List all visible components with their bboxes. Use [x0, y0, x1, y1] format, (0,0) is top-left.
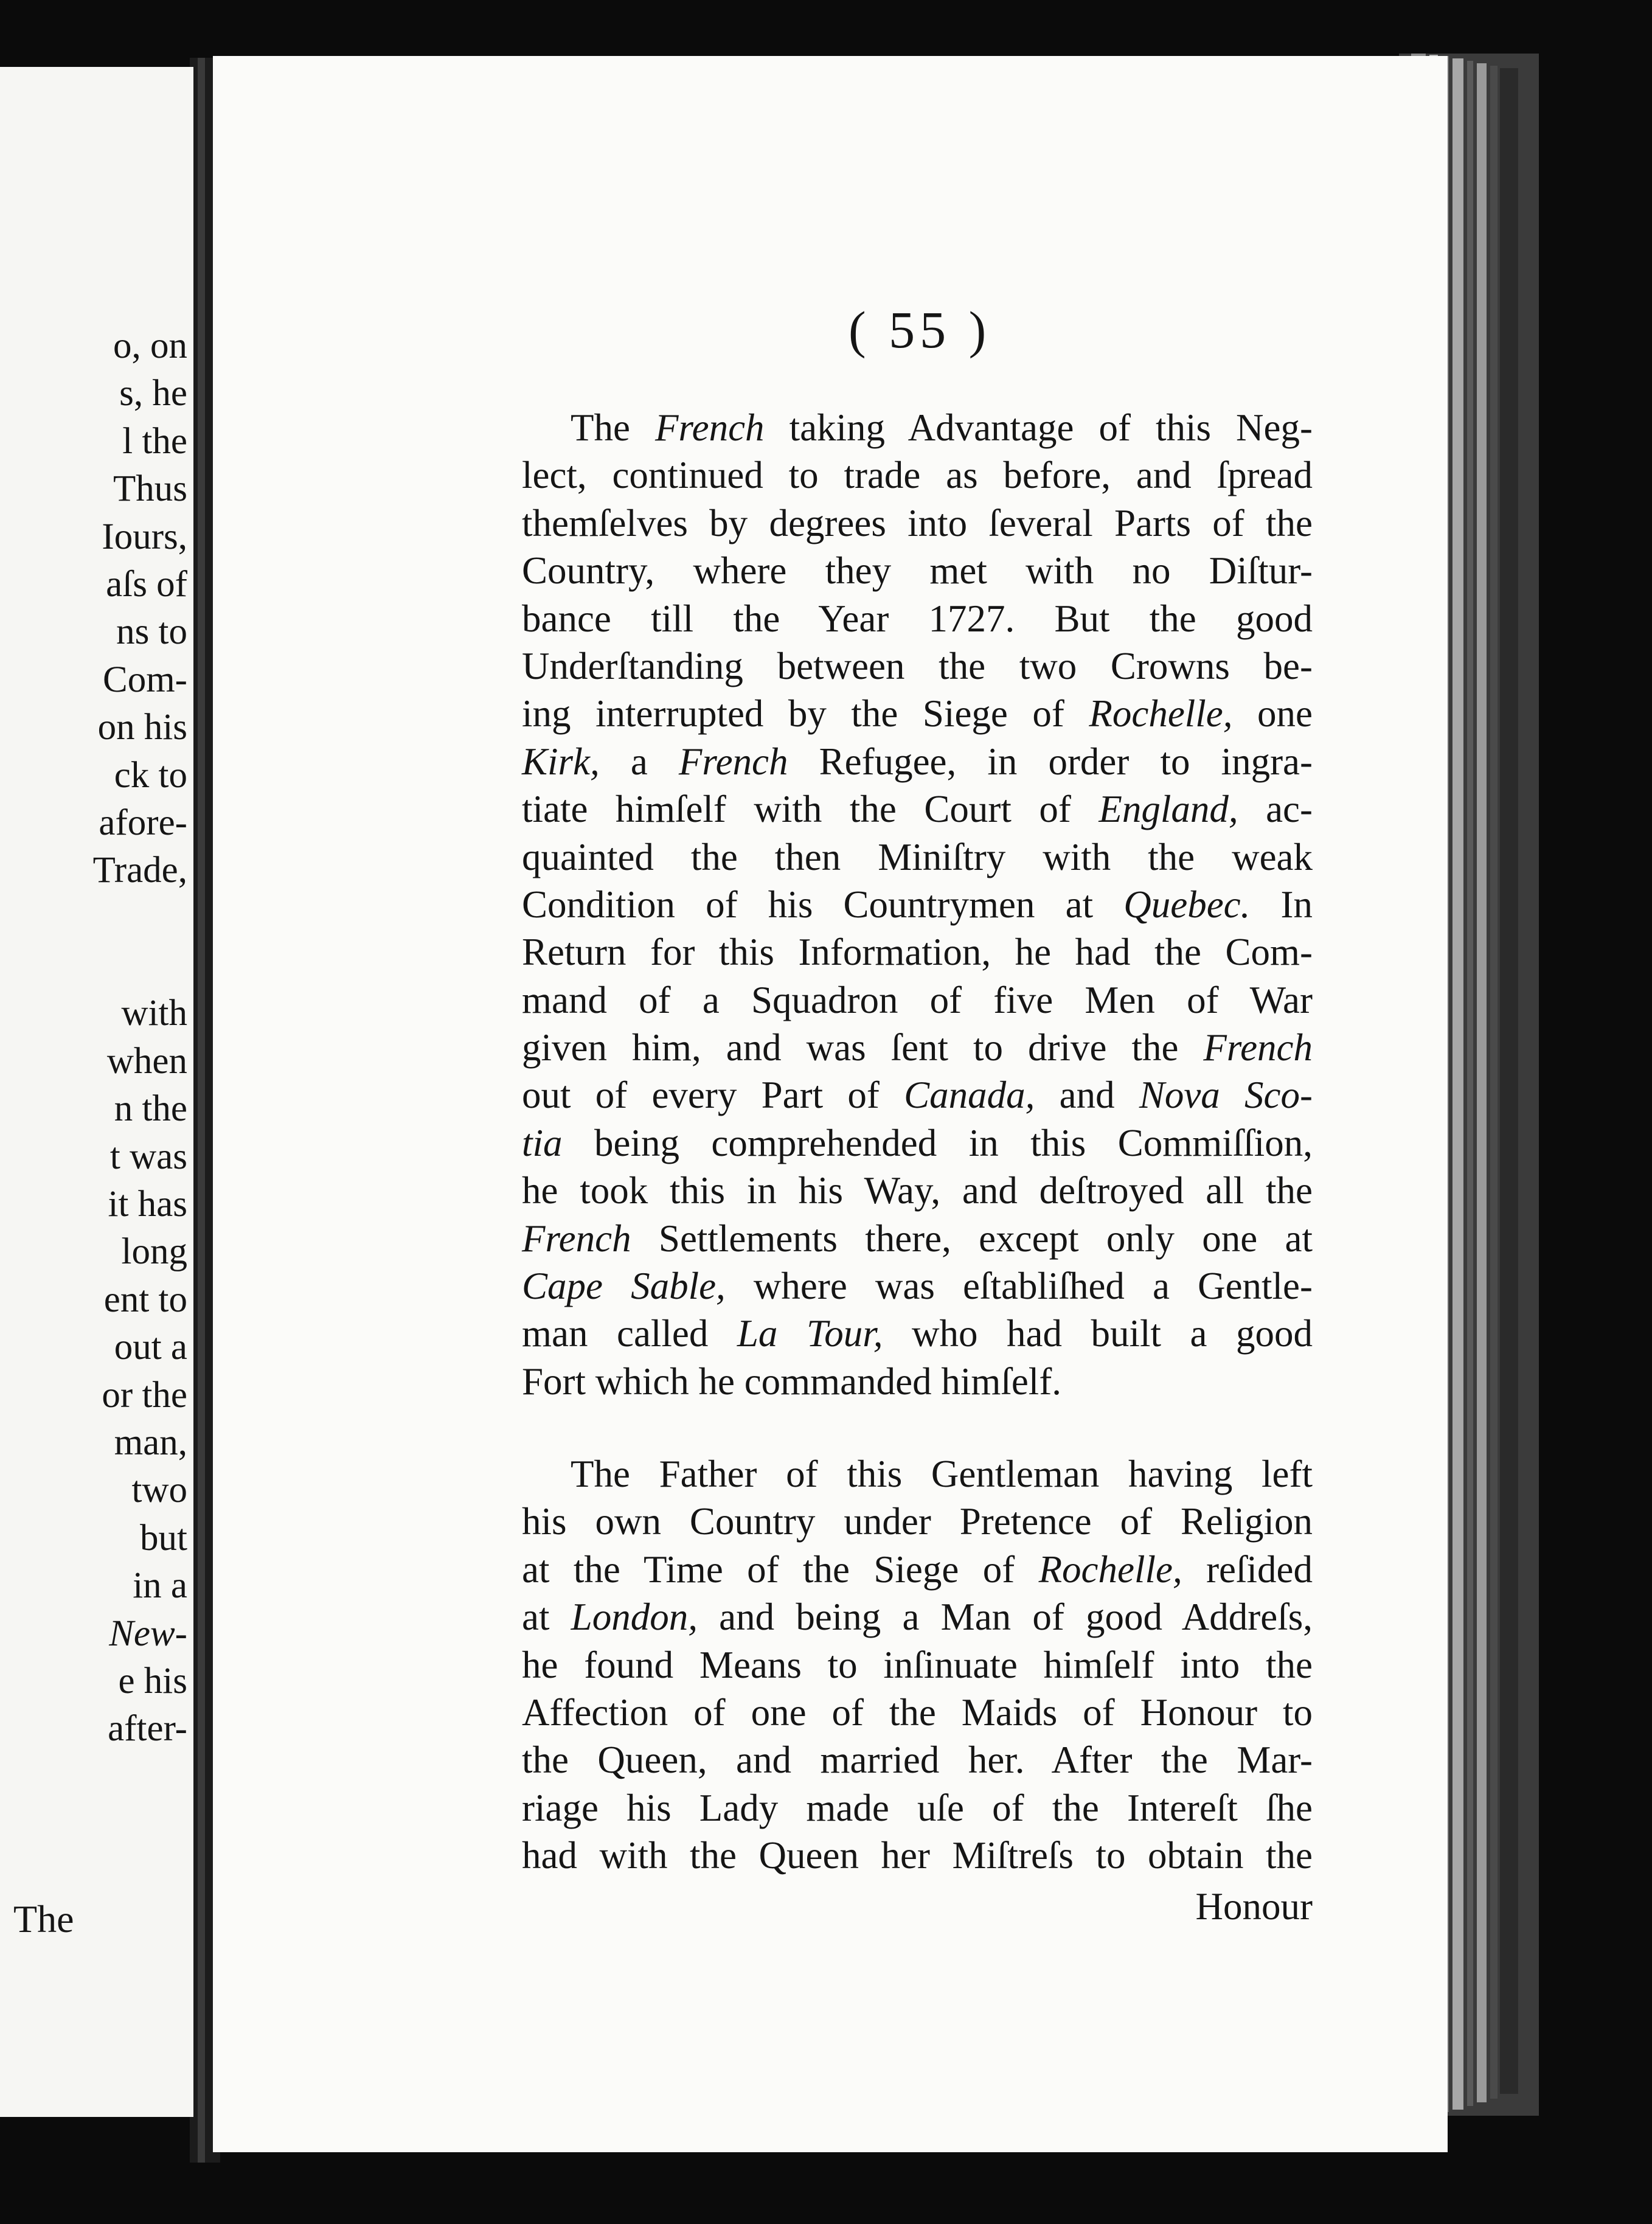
left-line: [5, 942, 187, 990]
left-line: n the: [114, 1088, 187, 1130]
text-line: man called La Tour, who had built a good: [522, 1312, 1313, 1355]
left-line: ent to: [103, 1279, 187, 1320]
left-line: aſs of: [106, 563, 187, 605]
text-line: given him, and was ſent to drive the French: [522, 1026, 1313, 1069]
text-line: The French taking Advantage of this Neg-: [571, 406, 1313, 449]
text-line: at London, and being a Man of good Addreſs,: [522, 1596, 1313, 1639]
left-line: two: [131, 1470, 187, 1511]
italic-run: French: [1203, 1026, 1313, 1069]
left-line: e his: [118, 1660, 187, 1701]
text-line: tiate himſelf with the Court of England, ac-: [522, 788, 1313, 831]
text-line: themſelves by degrees into ſeveral Parts of the: [522, 501, 1313, 544]
text-line: The Father of this Gentleman having left: [571, 1453, 1313, 1495]
text-line: out of every Part of Canada, and Nova Sco-: [522, 1074, 1313, 1117]
left-line: with: [121, 993, 187, 1034]
text-line: lect, continued to trade as before, and ſpread: [522, 454, 1313, 497]
text-line: bance till the Year 1727. But the good: [522, 597, 1313, 640]
paragraph-2: [522, 1450, 1313, 1880]
text-line: his own Country under Pretence of Religion: [522, 1500, 1313, 1543]
left-line: Iours,: [102, 516, 187, 557]
left-line: Thus: [113, 468, 187, 510]
previous-page-text: [5, 322, 187, 1753]
text-line: Return for this Information, he had the Com-: [522, 931, 1313, 974]
left-line: ck to: [114, 754, 187, 796]
left-line: s, he: [119, 373, 187, 414]
text-line: riage his Lady made uſe of the Intereſt ſhe: [522, 1786, 1313, 1829]
text-line: had with the Queen her Miſtreſs to obtain the: [522, 1834, 1313, 1877]
left-line: Trade,: [92, 850, 187, 891]
book-page: [213, 56, 1448, 2152]
text-line: Cape Sable, where was eſtabliſhed a Gentle-: [522, 1265, 1313, 1308]
italic-run: La Tour,: [737, 1312, 883, 1355]
italic-run: England,: [1098, 788, 1238, 831]
text-line: quainted the then Miniſtry with the weak: [522, 835, 1313, 878]
text-line: Condition of his Countrymen at Quebec. In: [522, 883, 1313, 926]
text-line: mand of a Squadron of five Men of War: [522, 978, 1313, 1021]
italic-run: Cape Sable,: [522, 1265, 726, 1308]
text-line: tia being comprehended in this Commiſſion,: [522, 1121, 1313, 1164]
text-line: he took this in his Way, and deſtroyed all the: [522, 1169, 1313, 1212]
text-line: Country, where they met with no Diſtur-: [522, 549, 1313, 592]
italic-run: Quebec.: [1123, 883, 1251, 926]
left-line: ns to: [116, 611, 187, 653]
italic-run: London,: [571, 1596, 698, 1639]
catchword: Honour: [1195, 1885, 1313, 1928]
left-line: afore-: [99, 802, 187, 843]
text-line: Fort which he commanded himſelf.: [522, 1360, 1062, 1403]
text-line: French Settlements there, except only one at: [522, 1217, 1313, 1260]
left-line: after-: [108, 1708, 187, 1750]
left-line: l the: [122, 420, 187, 462]
text-line: Affection of one of the Maids of Honour to: [522, 1691, 1313, 1734]
paragraph-1: [522, 404, 1313, 1405]
left-line: New-: [109, 1613, 187, 1654]
left-line: long: [121, 1231, 187, 1273]
previous-page-strip: [0, 67, 193, 2117]
italic-run: Canada,: [904, 1074, 1035, 1117]
text-line: Underſtanding between the two Crowns be-: [522, 644, 1313, 687]
left-line: or the: [102, 1374, 187, 1416]
page-number: ( 55 ): [849, 301, 991, 359]
italic-run: Rochelle,: [1038, 1548, 1182, 1591]
left-line: out a: [114, 1327, 187, 1368]
left-line: o, on: [113, 325, 187, 366]
left-line: on his: [97, 707, 187, 748]
previous-page-catchword: The: [13, 1897, 74, 1941]
text-line: ing interrupted by the Siege of Rochelle, one: [522, 692, 1313, 735]
left-line: when: [106, 1040, 187, 1082]
left-line: t was: [109, 1136, 187, 1177]
text-line: at the Time of the Siege of Rochelle, reſided: [522, 1548, 1313, 1591]
left-line: it has: [108, 1184, 187, 1225]
left-line: in a: [133, 1565, 187, 1607]
italic-run: Rochelle,: [1089, 692, 1233, 735]
left-line: Com-: [103, 659, 187, 700]
italic-run: French: [654, 406, 765, 449]
italic-run: French: [522, 1217, 631, 1260]
left-line: [5, 895, 187, 942]
italic-run: tia: [522, 1121, 563, 1164]
italic-run: Nova Sco-: [1139, 1074, 1313, 1117]
italic-run: Kirk,: [522, 740, 600, 783]
left-line: but: [140, 1517, 187, 1559]
italic-run: French: [678, 740, 788, 783]
text-line: Kirk, a French Refugee, in order to ingra-: [522, 740, 1313, 783]
left-line: man,: [114, 1422, 187, 1463]
text-line: he found Means to inſinuate himſelf into the: [522, 1643, 1313, 1686]
text-line: the Queen, and married her. After the Mar-: [522, 1739, 1313, 1782]
